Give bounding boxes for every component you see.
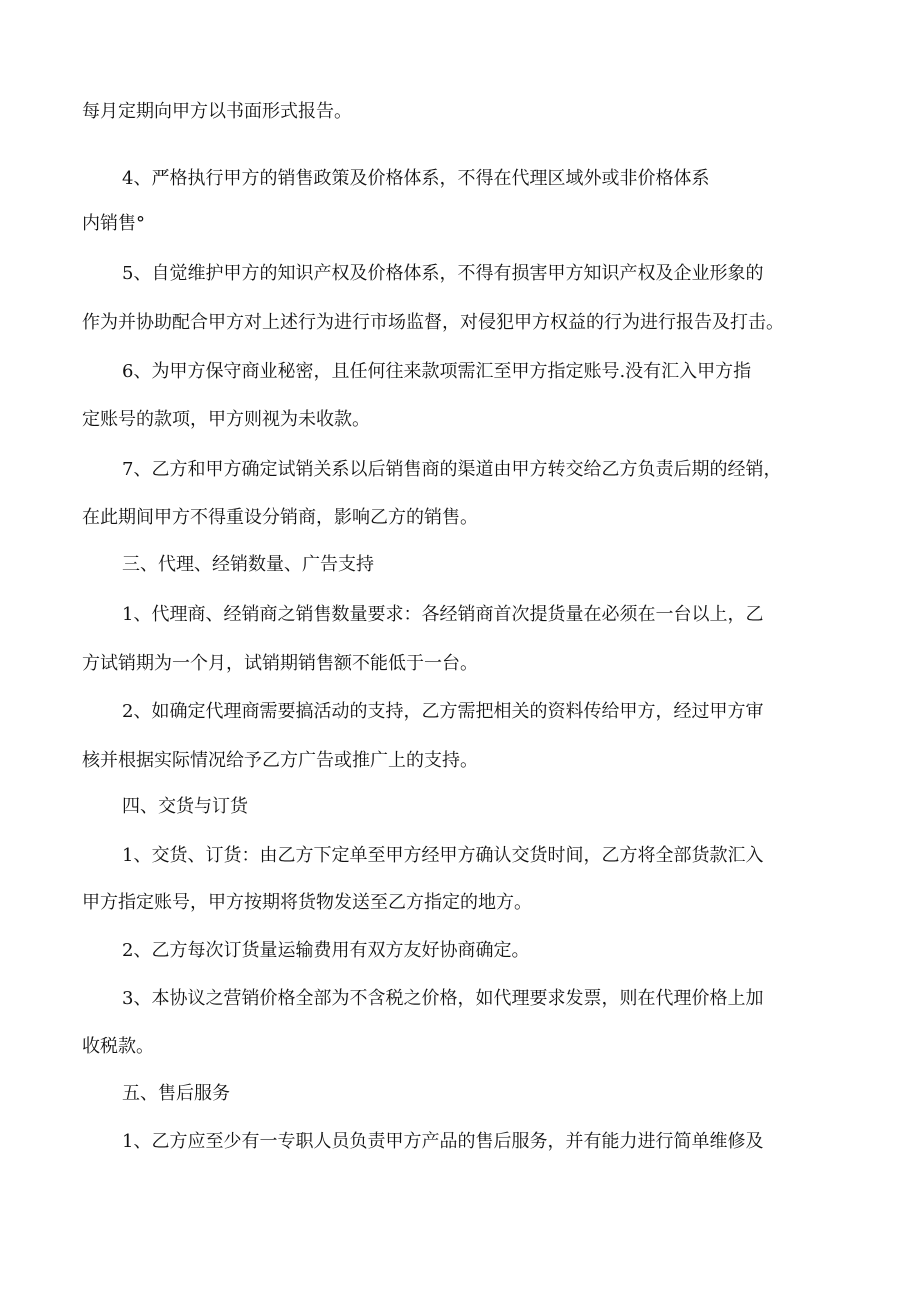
text-line: 5、自觉维护甲方的知识产权及价格体系，不得有损害甲方知识产权及企业形象的 xyxy=(122,263,764,284)
text-line: 2、如确定代理商需要搞活动的支持，乙方需把相关的资料传给甲方，经过甲方审 xyxy=(122,701,764,722)
text-line: 每月定期向甲方以书面形式报告。 xyxy=(82,101,352,122)
section-heading: 三、代理、经销数量、广告支持 xyxy=(122,554,374,575)
text-line: 7、乙方和甲方确定试销关系以后销售商的渠道由甲方转交给乙方负责后期的经销， xyxy=(122,459,782,480)
text-line: 收税款。 xyxy=(82,1036,154,1057)
text-line: 3、本协议之营销价格全部为不含税之价格，如代理要求发票，则在代理价格上加 xyxy=(122,988,764,1009)
section-heading: 四、交货与订货 xyxy=(122,796,248,817)
text-line: 1、交货、订货：由乙方下定单至甲方经甲方确认交货时间，乙方将全部货款汇入 xyxy=(122,845,764,866)
text-line: 定账号的款项，甲方则视为未收款。 xyxy=(82,409,370,430)
text-line: 1、乙方应至少有一专职人员负责甲方产品的售后服务，并有能力进行简单维修及 xyxy=(122,1131,764,1152)
text-line: 在此期间甲方不得重设分销商，影响乙方的销售。 xyxy=(82,507,478,528)
section-heading: 五、售后服务 xyxy=(122,1083,230,1104)
text-line: 作为并协助配合甲方对上述行为进行市场监督，对侵犯甲方权益的行为进行报告及打击。 xyxy=(82,312,784,333)
text-line: 1、代理商、经销商之销售数量要求：各经销商首次提货量在必须在一台以上，乙 xyxy=(122,604,764,625)
text-line: 核并根据实际情况给予乙方广告或推广上的支持。 xyxy=(82,750,478,771)
text-line: 甲方指定账号，甲方按期将货物发送至乙方指定的地方。 xyxy=(82,892,532,913)
text-line: 2、乙方每次订货量运输费用有双方友好协商确定。 xyxy=(122,940,530,961)
text-line: 内销售° xyxy=(82,213,145,234)
text-line: 4、严格执行甲方的销售政策及价格体系，不得在代理区域外或非价格体系 xyxy=(122,168,710,189)
text-line: 6、为甲方保守商业秘密，且任何往来款项需汇至甲方指定账号.没有汇入甲方指 xyxy=(122,361,752,382)
text-line: 方试销期为一个月，试销期销售额不能低于一台。 xyxy=(82,653,478,674)
